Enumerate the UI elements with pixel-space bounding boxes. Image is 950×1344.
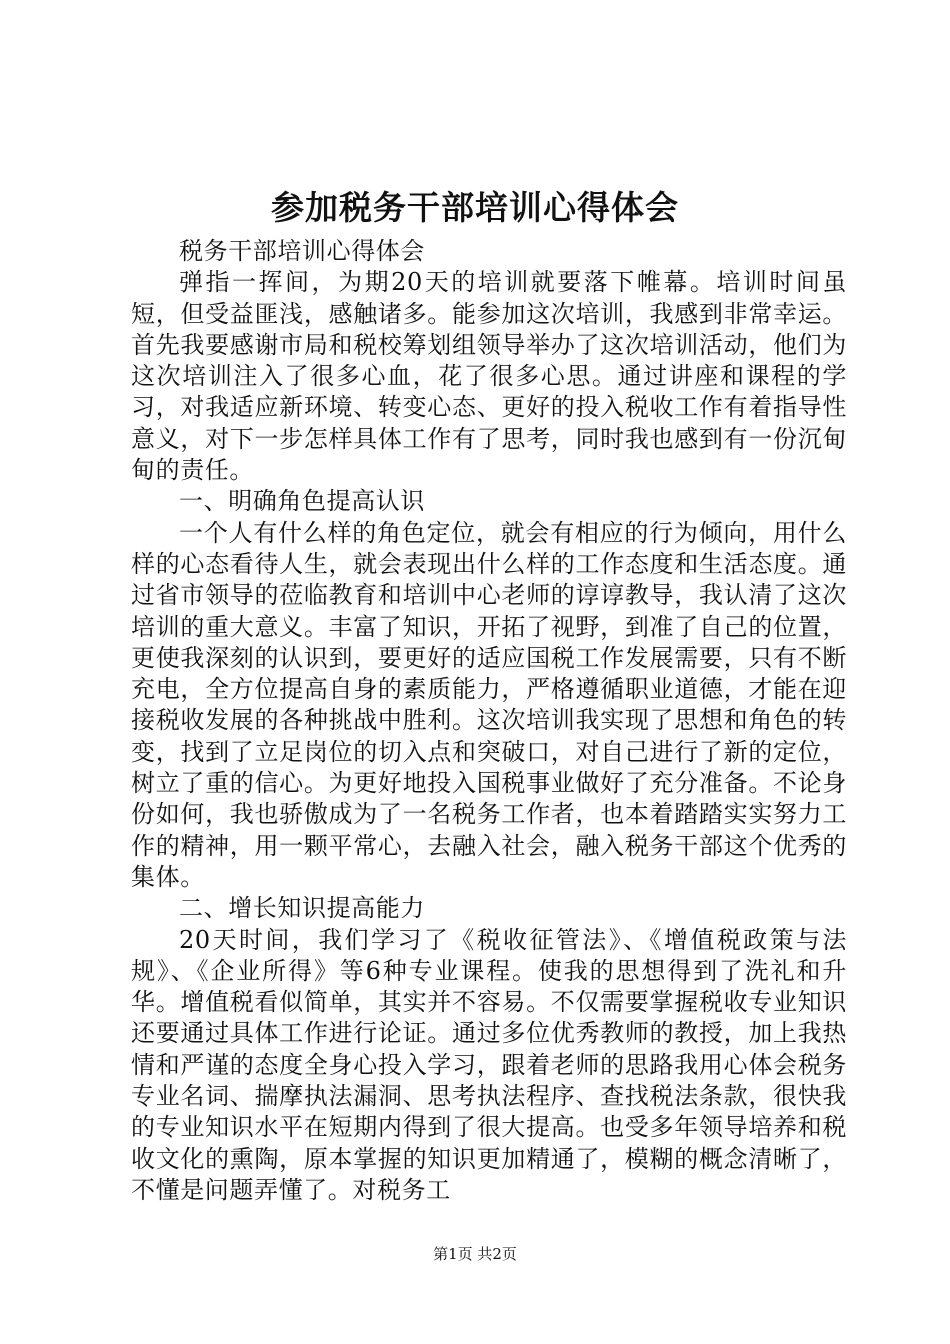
- paragraph-subtitle: 税务干部培训心得体会: [179, 237, 425, 265]
- paragraph-intro: 弹指一挥间，为期20天的培训就要落下帷幕。培训时间虽短，但受益匪浅，感触诸多。能参加这次培训，我感到非常幸运。首先我要感谢市局和税校筹划组领导举办了这次培训活动，他们为这次培训注入了很多心血，花了很多心思。通过讲座和课程的学习，对我适应新环境、转变心态、更好的投入税收工作有着指导性意义，对下一步怎样具体工作有了思考，同时我也感到有一份沉甸甸的责任。: [131, 268, 847, 485]
- page-number-footer: 第1页 共2页: [433, 1245, 517, 1263]
- document-body: [131, 236, 847, 1206]
- section-heading-2: 二、增长知识提高能力: [179, 894, 425, 923]
- section-heading-1: 一、明确角色提高认识: [179, 487, 425, 516]
- paragraph-section-1: 一个人有什么样的角色定位，就会有相应的行为倾向，用什么样的心态看待人生，就会表现出什么样的工作态度和生活态度。通过省市领导的莅临教育和培训中心老师的谆谆教导，我认清了这次培训的重大意义。丰富了知识，开拓了视野，到准了自己的位置，更使我深刻的认识到，要更好的适应国税工作发展需要，只有不断充电，全方位提高自身的素质能力，严格遵循职业道德，才能在迎接税收发展的各种挑战中胜利。这次培训我实现了思想和角色的转变，找到了立足岗位的切入点和突破口，对自己进行了新的定位，树立了重的信心。为更好地投入国税事业做好了充分准备。不论身份如何，我也骄傲成为了一名税务工作者，也本着踏踏实实努力工作的精神，用一颗平常心，去融入社会，融入税务干部这个优秀的集体。: [131, 518, 847, 891]
- document-title: 参加税务干部培训心得体会: [271, 188, 679, 227]
- paragraph-section-2: 20天时间，我们学习了《税收征管法》、《增值税政策与法规》、《企业所得》等6种专业课程。使我的思想得到了洗礼和升华。增值税看似简单，其实并不容易。不仅需要掌握税收专业知识还要通过具体工作进行论证。通过多位优秀教师的教授，加上我热情和严谨的态度全身心投入学习，跟着老师的思路我用心体会税务专业名词、揣摩执法漏洞、思考执法程序、查找税法条款，很快我的专业知识水平在短期内得到了很大提高。也受多年领导培养和税收文化的熏陶，原本掌握的知识更加精通了，模糊的概念清晰了，不懂是问题弄懂了。对税务工: [131, 925, 847, 1204]
